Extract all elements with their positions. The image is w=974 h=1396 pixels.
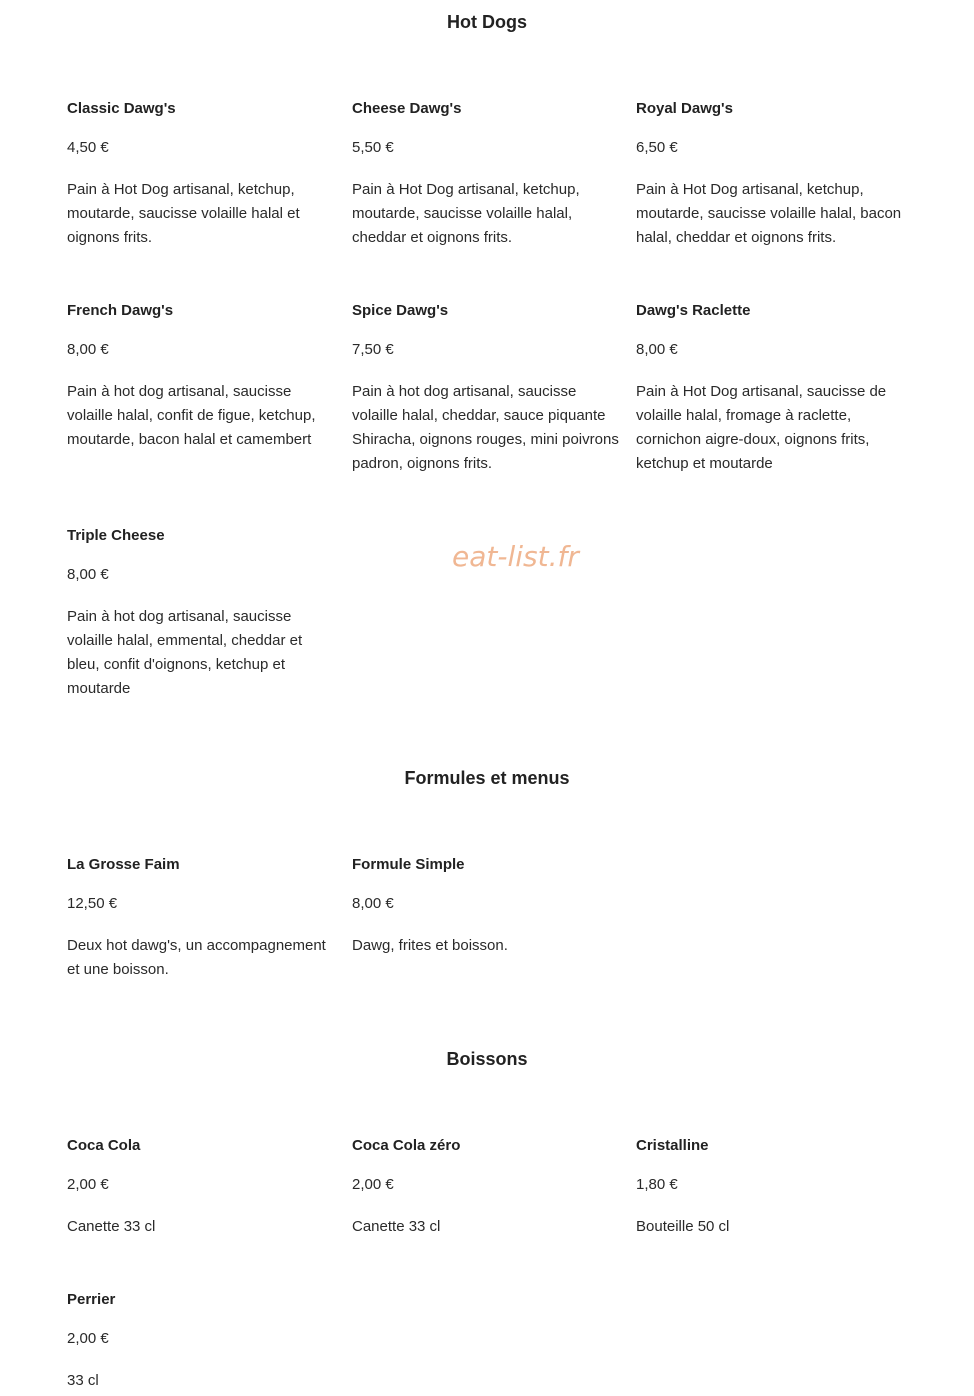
item-description: Canette 33 cl (352, 1218, 441, 1235)
item-price: 6,50 € (636, 139, 678, 156)
item-price: 2,00 € (67, 1176, 109, 1193)
item-name: Royal Dawg's (636, 100, 733, 117)
item-description: Pain à hot dog artisanal, saucisse volaille halal, confit de figue, ketchup, moutarde, bacon halal et camembert (67, 383, 316, 448)
watermark: eat-list.fr (452, 540, 579, 573)
item-name: Coca Cola (67, 1137, 141, 1154)
item-name: Formule Simple (352, 856, 465, 873)
item-name: Perrier (67, 1291, 116, 1308)
item-price: 12,50 € (67, 895, 118, 912)
item-name: French Dawg's (67, 302, 174, 319)
item-description: Pain à Hot Dog artisanal, saucisse de volaille halal, fromage à raclette, cornichon aigre-doux, oignons frits, ketchup et moutarde (636, 383, 887, 472)
item-price: 7,50 € (352, 341, 394, 358)
item-price: 5,50 € (352, 139, 394, 156)
item-description: Pain à Hot Dog artisanal, ketchup, moutarde, saucisse volaille halal, cheddar et oignons frits. (352, 181, 580, 246)
item-description: Deux hot dawg's, un accompagnement et une boisson. (67, 937, 326, 978)
item-description: Pain à hot dog artisanal, saucisse volaille halal, emmental, cheddar et bleu, confit d'oignons, ketchup et moutarde (67, 608, 303, 697)
item-description: Dawg, frites et boisson. (352, 937, 508, 954)
item-description: Pain à Hot Dog artisanal, ketchup, moutarde, saucisse volaille halal, bacon halal, cheddar et oignons frits. (636, 181, 902, 246)
item-description: Canette 33 cl (67, 1218, 156, 1235)
item-name: La Grosse Faim (67, 856, 180, 873)
item-name: Cheese Dawg's (352, 100, 462, 117)
item-description: Bouteille 50 cl (636, 1218, 730, 1235)
item-name: Classic Dawg's (67, 100, 176, 117)
item-name: Triple Cheese (67, 527, 165, 544)
item-price: 8,00 € (67, 341, 109, 358)
item-description: Pain à Hot Dog artisanal, ketchup, moutarde, saucisse volaille halal et oignons frits. (67, 181, 300, 246)
item-description: Pain à hot dog artisanal, saucisse volaille halal, cheddar, sauce piquante Shiracha, oignons rouges, mini poivrons padron, oignons frits. (352, 383, 619, 472)
item-price: 8,00 € (352, 895, 394, 912)
item-price: 2,00 € (352, 1176, 394, 1193)
item-name: Spice Dawg's (352, 302, 449, 319)
item-price: 1,80 € (636, 1176, 678, 1193)
item-price: 8,00 € (67, 566, 109, 583)
item-description: 33 cl (67, 1372, 99, 1389)
item-name: Coca Cola zéro (352, 1137, 461, 1154)
item-price: 4,50 € (67, 139, 109, 156)
section-title-boissons: Boissons (446, 1049, 528, 1069)
item-name: Dawg's Raclette (636, 302, 751, 319)
item-name: Cristalline (636, 1137, 709, 1154)
section-title-hot-dogs: Hot Dogs (447, 12, 527, 32)
item-price: 2,00 € (67, 1330, 109, 1347)
item-price: 8,00 € (636, 341, 678, 358)
section-title-formules: Formules et menus (404, 768, 570, 788)
